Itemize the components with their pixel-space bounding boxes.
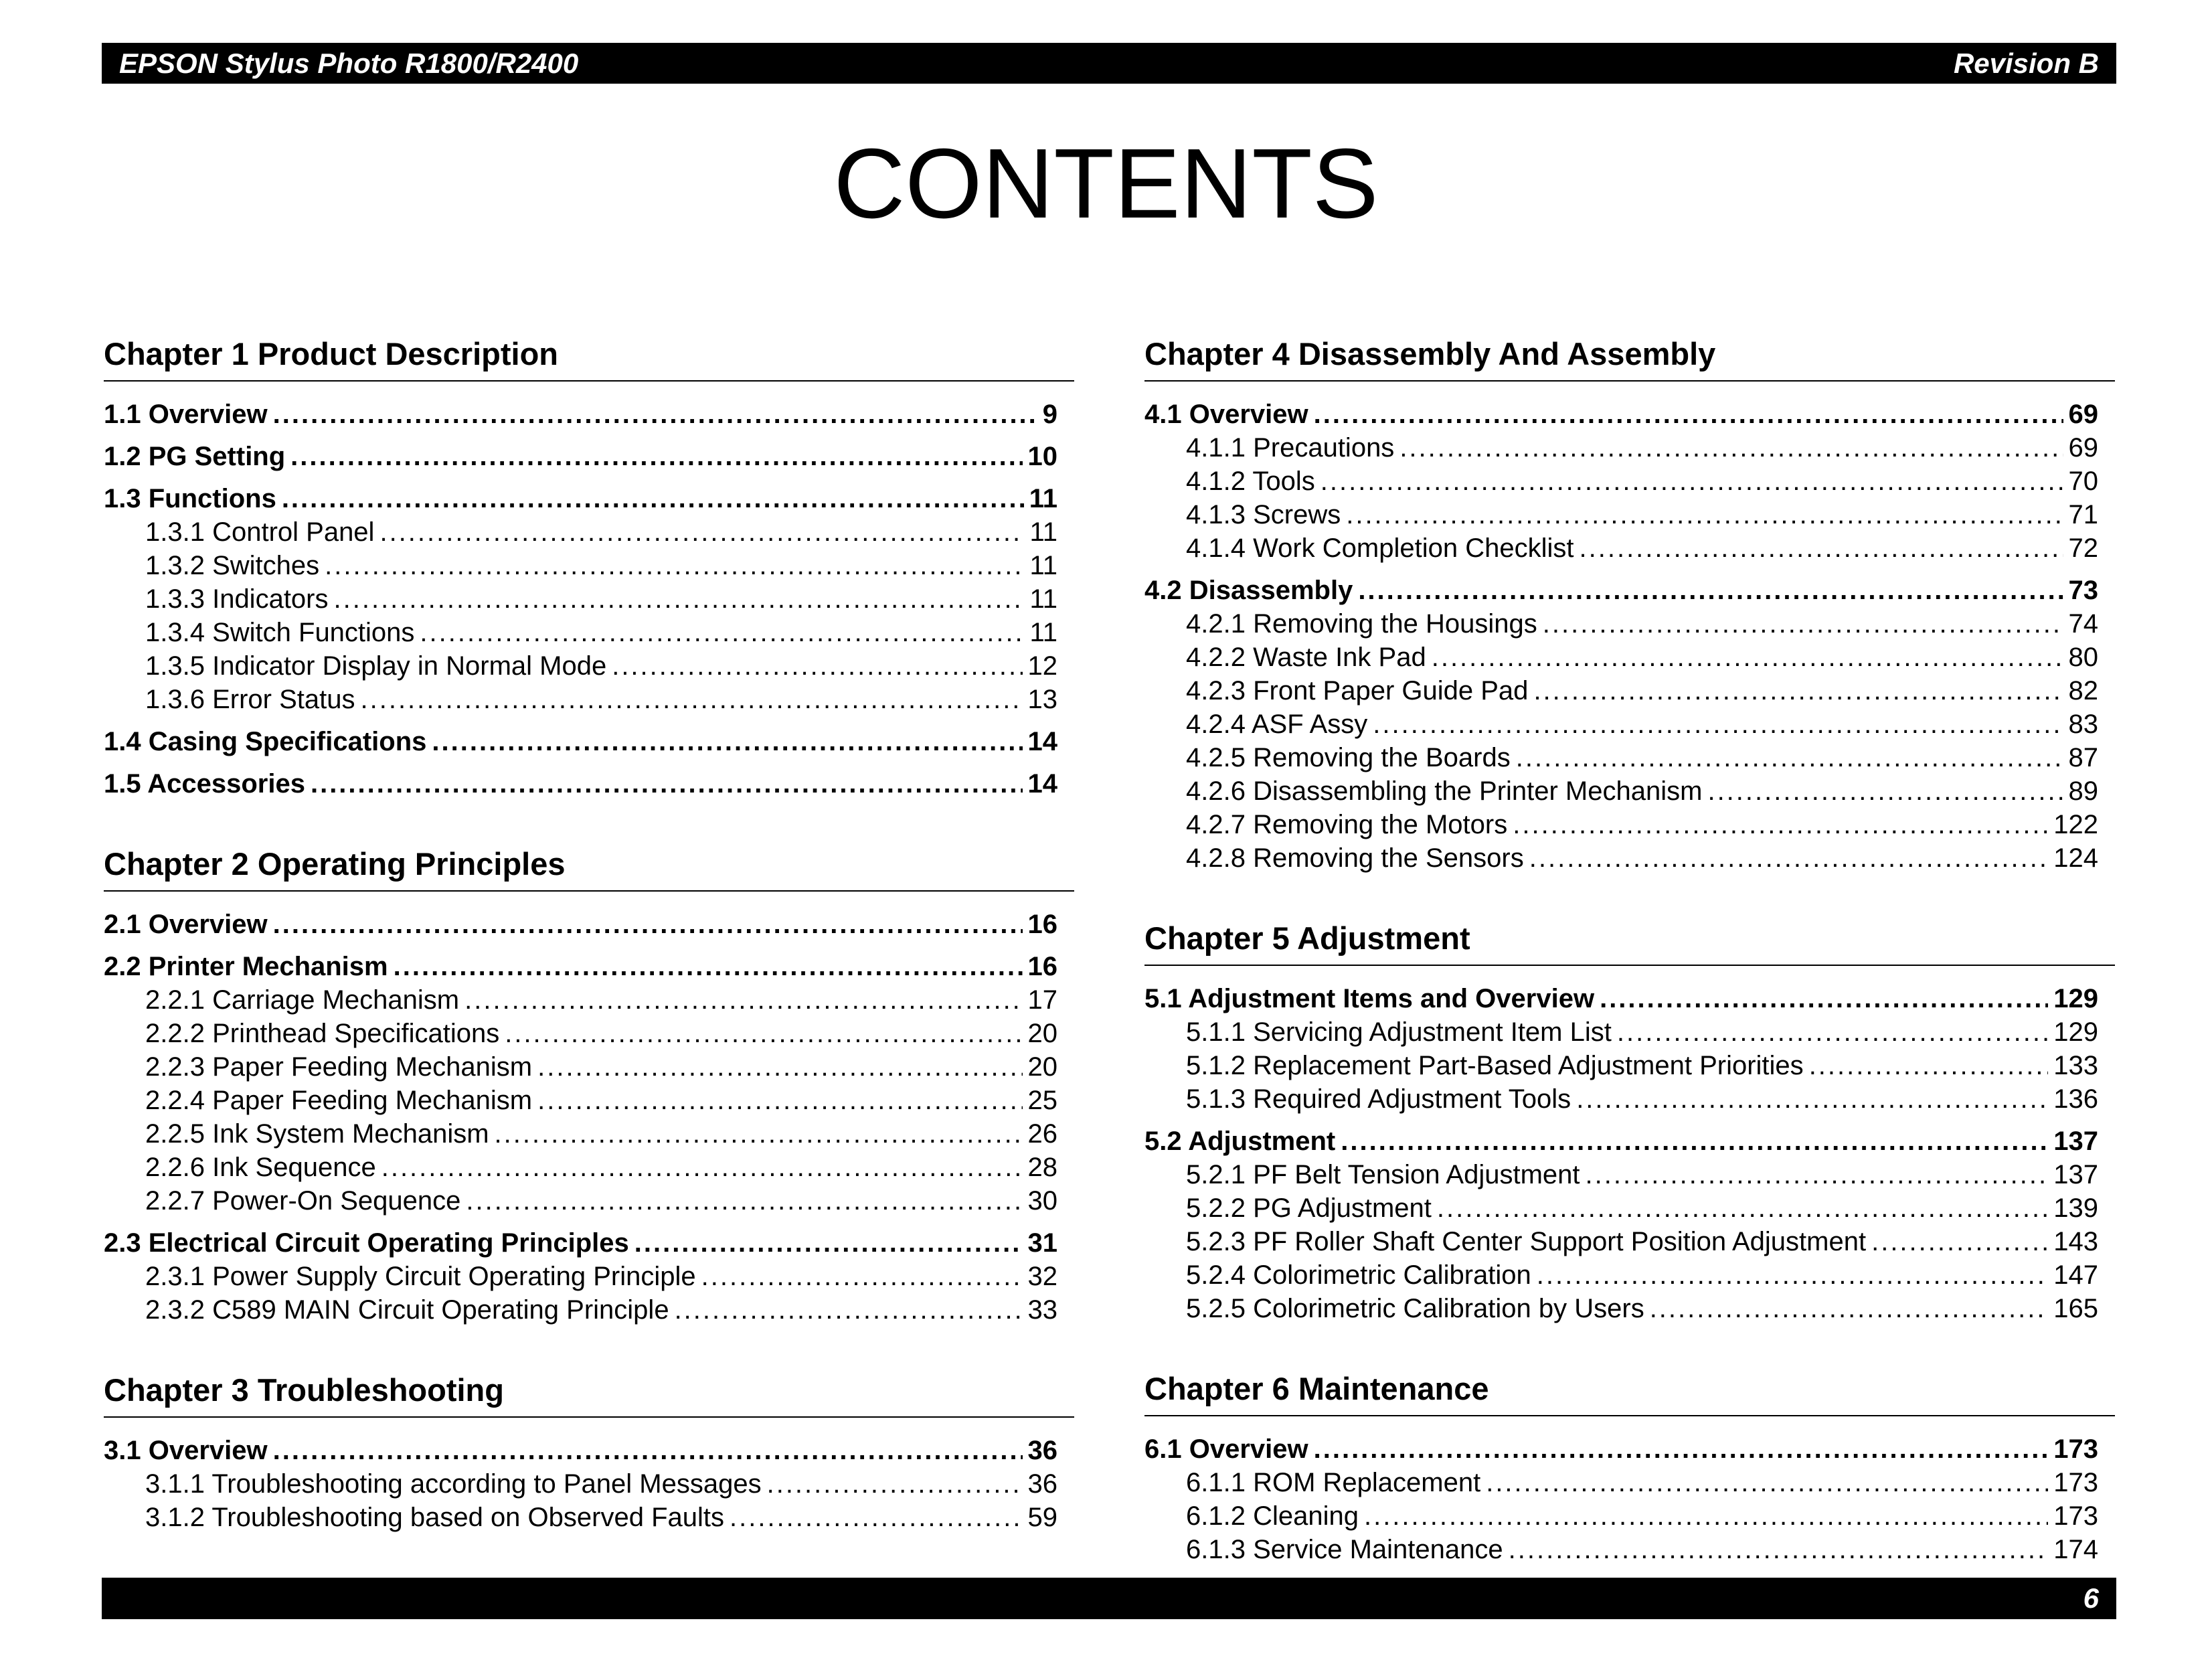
toc-entry-page: 129 xyxy=(2053,984,2098,1013)
toc-entry-title: 4.2.4 ASF Assy xyxy=(1186,710,1368,739)
dot-leader xyxy=(394,950,1023,983)
toc-entry-page: 16 xyxy=(1027,952,1057,981)
dot-leader xyxy=(379,515,1024,549)
toc-entry-page: 10 xyxy=(1027,442,1057,471)
toc-subsection-entry[interactable] xyxy=(104,649,1057,683)
toc-subsection-entry[interactable] xyxy=(1144,641,2098,674)
toc-left-column xyxy=(104,328,1074,1534)
toc-entry-title: 4.2.2 Waste Ink Pad xyxy=(1186,643,1426,672)
toc-subsection-entry[interactable] xyxy=(104,1501,1057,1534)
toc-subsection-entry[interactable] xyxy=(1144,465,2098,498)
chapter-title: Chapter 1 Product Description xyxy=(104,328,1074,382)
dot-leader xyxy=(537,1084,1022,1117)
toc-entry-title: 5.1.2 Replacement Part-Based Adjustment Priorities xyxy=(1186,1051,1804,1080)
dot-leader xyxy=(1437,1191,2048,1225)
toc-entry-page: 122 xyxy=(2053,810,2098,839)
toc-entry-page: 82 xyxy=(2068,676,2098,706)
toc-entry-title: 2.2.5 Ink System Mechanism xyxy=(145,1119,489,1149)
toc-subsection-entry[interactable] xyxy=(104,1117,1057,1151)
toc-entry-page: 59 xyxy=(1027,1503,1057,1532)
toc-entry-title: 4.2.1 Removing the Housings xyxy=(1186,609,1537,639)
toc-entry-page: 174 xyxy=(2053,1535,2098,1564)
chapter-title: Chapter 4 Disassembly And Assembly xyxy=(1144,328,2115,382)
toc-subsection-entry[interactable] xyxy=(1144,431,2098,465)
toc-entry-page: 173 xyxy=(2053,1434,2098,1464)
dot-leader xyxy=(1809,1049,2049,1082)
dot-leader xyxy=(1399,431,2063,465)
dot-leader xyxy=(1529,841,2049,875)
toc-entry-title: 5.2 Adjustment xyxy=(1144,1127,1336,1156)
toc-entry-page: 143 xyxy=(2053,1227,2098,1256)
toc-entry-title: 3.1.2 Troubleshooting based on Observed Faults xyxy=(145,1503,724,1532)
toc-entry-title: 2.2.7 Power-On Sequence xyxy=(145,1186,461,1216)
toc-subsection-entry[interactable] xyxy=(104,983,1057,1017)
toc-entry-title: 1.3 Functions xyxy=(104,484,276,513)
toc-entry-page: 25 xyxy=(1027,1086,1057,1115)
dot-leader xyxy=(464,983,1022,1017)
dot-leader xyxy=(537,1050,1022,1084)
toc-entry-page: 11 xyxy=(1029,551,1057,580)
toc-section-entry[interactable] xyxy=(1144,574,2098,607)
toc-entry-title: 5.2.1 PF Belt Tension Adjustment xyxy=(1186,1160,1580,1189)
toc-entry-title: 1.2 PG Setting xyxy=(104,442,286,471)
toc-entry-title: 5.2.4 Colorimetric Calibration xyxy=(1186,1260,1531,1290)
toc-subsection-entry[interactable] xyxy=(1144,1049,2098,1082)
dot-leader xyxy=(1586,1158,2049,1191)
toc-entry-title: 3.1.1 Troubleshooting according to Panel Messages xyxy=(145,1469,762,1499)
dot-leader xyxy=(1513,808,2048,841)
toc-entry-title: 1.5 Accessories xyxy=(104,769,305,799)
dot-leader xyxy=(1650,1292,2049,1325)
toc-entry-page: 72 xyxy=(2068,533,2098,563)
toc-entry-title: 6.1.2 Cleaning xyxy=(1186,1501,1359,1531)
toc-subsection-entry[interactable] xyxy=(1144,741,2098,774)
toc-entry-page: 87 xyxy=(2068,743,2098,772)
dot-leader xyxy=(634,1226,1023,1260)
toc-entry-title: 4.1.3 Screws xyxy=(1186,500,1341,529)
toc-right-column xyxy=(1144,328,2115,1566)
toc-entry-page: 124 xyxy=(2053,843,2098,873)
header-bar xyxy=(102,43,2116,84)
toc-entry-page: 129 xyxy=(2053,1017,2098,1047)
toc-entry-title: 1.3.5 Indicator Display in Normal Mode xyxy=(145,651,607,681)
toc-entry-title: 1.3.3 Indicators xyxy=(145,584,329,614)
toc-entry-title: 4.2.7 Removing the Motors xyxy=(1186,810,1508,839)
toc-entry-title: 2.3.1 Power Supply Circuit Operating Principle xyxy=(145,1262,696,1291)
dot-leader xyxy=(1576,1082,2048,1116)
toc-subsection-entry[interactable] xyxy=(1144,1499,2098,1533)
toc-entry-title: 1.3.4 Switch Functions xyxy=(145,618,415,647)
toc-subsection-entry[interactable] xyxy=(104,1017,1057,1050)
dot-leader xyxy=(360,683,1022,716)
dot-leader xyxy=(1580,531,2063,565)
dot-leader xyxy=(701,1260,1023,1293)
dot-leader xyxy=(290,440,1022,473)
footer-bar xyxy=(102,1578,2116,1619)
chapter-title: Chapter 2 Operating Principles xyxy=(104,838,1074,892)
toc-subsection-entry[interactable] xyxy=(104,1184,1057,1218)
toc-entry-title: 5.1.3 Required Adjustment Tools xyxy=(1186,1084,1571,1114)
toc-entry-page: 69 xyxy=(2068,433,2098,463)
toc-entry-title: 2.2.3 Paper Feeding Mechanism xyxy=(145,1052,533,1082)
toc-section-entry[interactable] xyxy=(1144,1125,2098,1158)
toc-entry-page: 20 xyxy=(1027,1019,1057,1048)
toc-subsection-entry[interactable] xyxy=(104,515,1057,549)
toc-entry-title: 4.2.3 Front Paper Guide Pad xyxy=(1186,676,1529,706)
toc-entry-page: 74 xyxy=(2068,609,2098,639)
toc-entry-page: 136 xyxy=(2053,1084,2098,1114)
toc-entry-page: 16 xyxy=(1027,910,1057,939)
dot-leader xyxy=(381,1151,1023,1184)
dot-leader xyxy=(495,1117,1023,1151)
dot-leader xyxy=(325,549,1024,582)
toc-entry-title: 1.3.2 Switches xyxy=(145,551,320,580)
dot-leader xyxy=(1707,774,2063,808)
dot-leader xyxy=(675,1293,1023,1327)
toc-section-entry[interactable] xyxy=(104,767,1057,801)
chapter-section xyxy=(104,328,1074,801)
dot-leader xyxy=(273,1434,1023,1467)
chapter-section xyxy=(1144,912,2115,1325)
toc-entry-page: 13 xyxy=(1027,685,1057,714)
toc-subsection-entry[interactable] xyxy=(1144,607,2098,641)
toc-entry-title: 5.2.2 PG Adjustment xyxy=(1186,1193,1432,1223)
page-number: 6 xyxy=(2083,1582,2099,1614)
toc-entry-page: 12 xyxy=(1027,651,1057,681)
toc-entry-title: 2.2.4 Paper Feeding Mechanism xyxy=(145,1086,533,1115)
toc-entry-page: 14 xyxy=(1027,769,1057,799)
toc-subsection-entry[interactable] xyxy=(104,582,1057,616)
toc-entry-title: 5.2.5 Colorimetric Calibration by Users xyxy=(1186,1294,1644,1323)
toc-entry-page: 69 xyxy=(2068,400,2098,429)
toc-subsection-entry[interactable] xyxy=(1144,1082,2098,1116)
dot-leader xyxy=(1364,1499,2048,1533)
dot-leader xyxy=(767,1467,1023,1501)
toc-entry-title: 4.1.1 Precautions xyxy=(1186,433,1395,463)
dot-leader xyxy=(466,1184,1022,1218)
toc-entry-title: 1.1 Overview xyxy=(104,400,268,429)
toc-subsection-entry[interactable] xyxy=(1144,841,2098,875)
dot-leader xyxy=(273,398,1037,431)
toc-subsection-entry[interactable] xyxy=(1144,1158,2098,1191)
toc-section-entry[interactable] xyxy=(104,725,1057,758)
toc-entry-page: 33 xyxy=(1027,1295,1057,1325)
header-revision: Revision B xyxy=(1953,48,2099,79)
toc-subsection-entry[interactable] xyxy=(104,1151,1057,1184)
chapter-title: Chapter 6 Maintenance xyxy=(1144,1363,2115,1416)
dot-leader xyxy=(1314,398,2063,431)
dot-leader xyxy=(1509,1533,2049,1566)
toc-subsection-entry[interactable] xyxy=(1144,674,2098,708)
chapter-title: Chapter 3 Troubleshooting xyxy=(104,1364,1074,1418)
dot-leader xyxy=(1533,674,2063,708)
toc-entry-page: 80 xyxy=(2068,643,2098,672)
toc-entry-page: 11 xyxy=(1029,584,1057,614)
toc-subsection-entry[interactable] xyxy=(1144,498,2098,531)
dot-leader xyxy=(1314,1432,2049,1466)
dot-leader xyxy=(420,616,1024,649)
dot-leader xyxy=(1871,1225,2048,1258)
toc-subsection-entry[interactable] xyxy=(104,549,1057,582)
toc-entry-page: 36 xyxy=(1027,1436,1057,1465)
toc-entry-page: 165 xyxy=(2053,1294,2098,1323)
toc-entry-title: 2.2 Printer Mechanism xyxy=(104,952,388,981)
toc-entry-page: 20 xyxy=(1027,1052,1057,1082)
toc-entry-title: 2.2.1 Carriage Mechanism xyxy=(145,985,460,1015)
header-title: EPSON Stylus Photo R1800/R2400 xyxy=(119,48,579,79)
toc-entry-title: 2.2.6 Ink Sequence xyxy=(145,1153,376,1182)
dot-leader xyxy=(612,649,1022,683)
toc-subsection-entry[interactable] xyxy=(104,683,1057,716)
toc-entry-title: 5.1.1 Servicing Adjustment Item List xyxy=(1186,1017,1612,1047)
toc-entry-page: 32 xyxy=(1027,1262,1057,1291)
toc-section-entry[interactable] xyxy=(104,398,1057,431)
toc-entry-title: 6.1.1 ROM Replacement xyxy=(1186,1468,1481,1497)
toc-entry-title: 4.1 Overview xyxy=(1144,400,1308,429)
toc-entry-page: 173 xyxy=(2053,1468,2098,1497)
dot-leader xyxy=(1543,607,2063,641)
toc-entry-page: 70 xyxy=(2068,467,2098,496)
dot-leader xyxy=(1373,708,2063,741)
toc-entry-page: 71 xyxy=(2068,500,2098,529)
toc-entry-page: 11 xyxy=(1029,517,1057,547)
toc-entry-page: 31 xyxy=(1027,1228,1057,1258)
dot-leader xyxy=(1600,982,2048,1015)
toc-section-entry[interactable] xyxy=(104,1434,1057,1467)
toc-subsection-entry[interactable] xyxy=(104,1050,1057,1084)
toc-entry-title: 4.1.2 Tools xyxy=(1186,467,1315,496)
dot-leader xyxy=(1537,1258,2048,1292)
dot-leader xyxy=(505,1017,1022,1050)
toc-entry-title: 5.2.3 PF Roller Shaft Center Support Position Adjustment xyxy=(1186,1227,1867,1256)
toc-section-entry[interactable] xyxy=(104,440,1057,473)
dot-leader xyxy=(1358,574,2063,607)
toc-entry-page: 137 xyxy=(2053,1127,2098,1156)
toc-subsection-entry[interactable] xyxy=(1144,1015,2098,1049)
toc-subsection-entry[interactable] xyxy=(1144,708,2098,741)
toc-entry-title: 6.1.3 Service Maintenance xyxy=(1186,1535,1503,1564)
toc-entry-title: 4.1.4 Work Completion Checklist xyxy=(1186,533,1574,563)
toc-subsection-entry[interactable] xyxy=(1144,808,2098,841)
chapter-section xyxy=(1144,1363,2115,1566)
toc-entry-title: 1.4 Casing Specifications xyxy=(104,727,427,756)
toc-entry-page: 139 xyxy=(2053,1193,2098,1223)
toc-subsection-entry[interactable] xyxy=(104,1084,1057,1117)
toc-section-entry[interactable] xyxy=(1144,398,2098,431)
toc-subsection-entry[interactable] xyxy=(1144,1533,2098,1566)
toc-entry-page: 147 xyxy=(2053,1260,2098,1290)
toc-section-entry[interactable] xyxy=(104,908,1057,941)
dot-leader xyxy=(282,482,1024,515)
toc-section-entry[interactable] xyxy=(1144,1432,2098,1466)
toc-subsection-entry[interactable] xyxy=(104,1467,1057,1501)
toc-entry-page: 11 xyxy=(1029,618,1057,647)
toc-entry-page: 137 xyxy=(2053,1160,2098,1189)
dot-leader xyxy=(1516,741,2063,774)
toc-subsection-entry[interactable] xyxy=(1144,1466,2098,1499)
toc-entry-title: 1.3.6 Error Status xyxy=(145,685,355,714)
toc-entry-page: 9 xyxy=(1042,400,1057,429)
toc-subsection-entry[interactable] xyxy=(104,616,1057,649)
toc-entry-title: 4.2.8 Removing the Sensors xyxy=(1186,843,1524,873)
toc-subsection-entry[interactable] xyxy=(104,1260,1057,1293)
toc-entry-title: 6.1 Overview xyxy=(1144,1434,1308,1464)
dot-leader xyxy=(730,1501,1023,1534)
toc-entry-page: 17 xyxy=(1027,985,1057,1015)
toc-subsection-entry[interactable] xyxy=(1144,1258,2098,1292)
toc-section-entry[interactable] xyxy=(104,482,1057,515)
toc-entry-title: 4.2 Disassembly xyxy=(1144,576,1353,605)
toc-entry-title: 2.2.2 Printhead Specifications xyxy=(145,1019,500,1048)
dot-leader xyxy=(432,725,1022,758)
toc-entry-page: 133 xyxy=(2053,1051,2098,1080)
toc-entry-page: 28 xyxy=(1027,1153,1057,1182)
dot-leader xyxy=(1321,465,2063,498)
dot-leader xyxy=(1432,641,2063,674)
dot-leader xyxy=(273,908,1023,941)
chapter-section xyxy=(104,838,1074,1327)
toc-entry-page: 73 xyxy=(2068,576,2098,605)
toc-subsection-entry[interactable] xyxy=(1144,1225,2098,1258)
toc-subsection-entry[interactable] xyxy=(104,1293,1057,1327)
toc-entry-page: 36 xyxy=(1027,1469,1057,1499)
toc-entry-page: 83 xyxy=(2068,710,2098,739)
toc-entry-title: 4.2.5 Removing the Boards xyxy=(1186,743,1511,772)
toc-entry-title: 3.1 Overview xyxy=(104,1436,268,1465)
toc-entry-title: 2.3 Electrical Circuit Operating Principles xyxy=(104,1228,629,1258)
toc-subsection-entry[interactable] xyxy=(1144,531,2098,565)
toc-section-entry[interactable] xyxy=(1144,982,2098,1015)
toc-entry-title: 2.1 Overview xyxy=(104,910,268,939)
toc-entry-page: 173 xyxy=(2053,1501,2098,1531)
chapter-title: Chapter 5 Adjustment xyxy=(1144,912,2115,966)
dot-leader xyxy=(1341,1125,2048,1158)
toc-entry-page: 89 xyxy=(2068,776,2098,806)
chapter-section xyxy=(104,1364,1074,1534)
toc-entry-page: 26 xyxy=(1027,1119,1057,1149)
dot-leader xyxy=(334,582,1025,616)
toc-entry-page: 14 xyxy=(1027,727,1057,756)
toc-subsection-entry[interactable] xyxy=(1144,1191,2098,1225)
toc-entry-title: 4.2.6 Disassembling the Printer Mechanism xyxy=(1186,776,1703,806)
toc-subsection-entry[interactable] xyxy=(1144,1292,2098,1325)
page-title: CONTENTS xyxy=(833,129,1379,239)
toc-entry-page: 30 xyxy=(1027,1186,1057,1216)
toc-subsection-entry[interactable] xyxy=(1144,774,2098,808)
toc-entry-title: 5.1 Adjustment Items and Overview xyxy=(1144,984,1595,1013)
chapter-section xyxy=(1144,328,2115,875)
toc-section-entry[interactable] xyxy=(104,1226,1057,1260)
toc-section-entry[interactable] xyxy=(104,950,1057,983)
dot-leader xyxy=(311,767,1023,801)
dot-leader xyxy=(1486,1466,2048,1499)
toc-entry-title: 2.3.2 C589 MAIN Circuit Operating Principle xyxy=(145,1295,669,1325)
dot-leader xyxy=(1617,1015,2048,1049)
dot-leader xyxy=(1346,498,2063,531)
toc-entry-page: 11 xyxy=(1029,484,1057,513)
toc-entry-title: 1.3.1 Control Panel xyxy=(145,517,375,547)
